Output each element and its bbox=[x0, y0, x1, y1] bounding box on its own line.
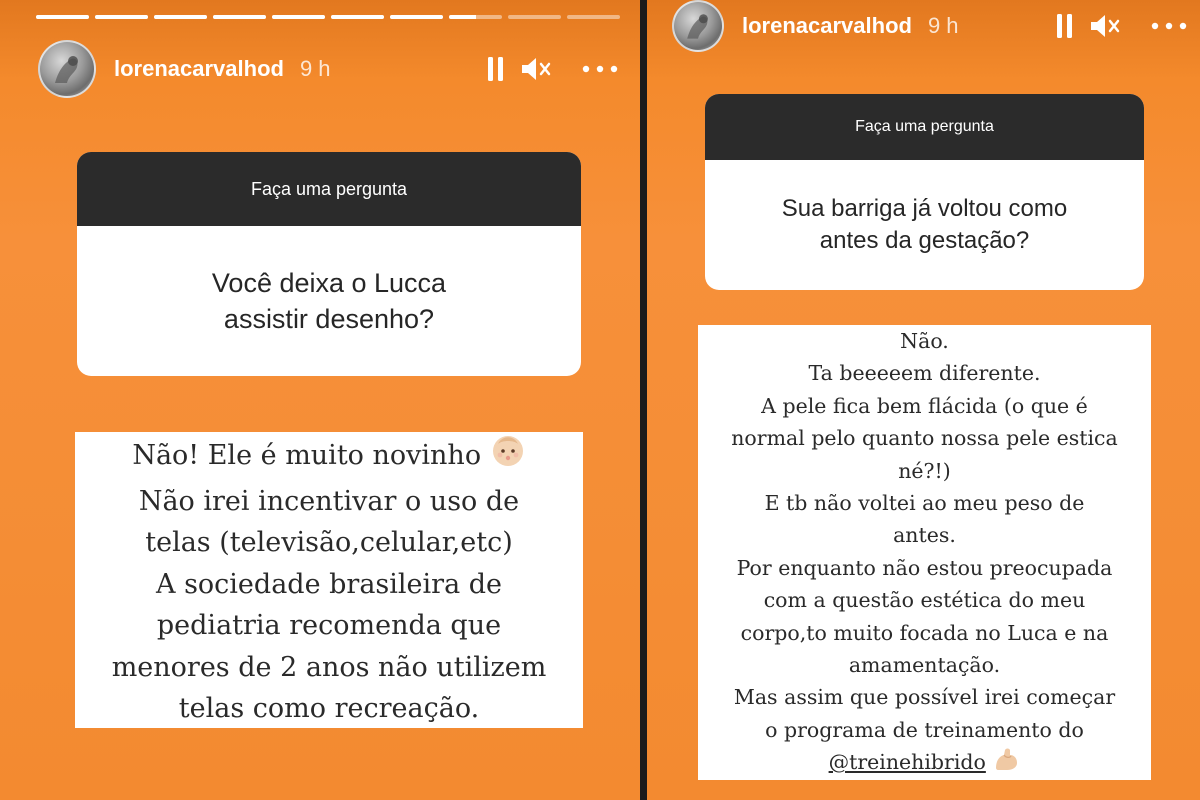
answer-text-box bbox=[75, 432, 583, 728]
progress-segment bbox=[213, 15, 266, 19]
answer-line: E tb não voltei ao meu peso de bbox=[764, 491, 1085, 516]
more-options-icon[interactable] bbox=[1151, 22, 1187, 30]
progress-segment bbox=[449, 15, 502, 19]
story-progress-bar bbox=[36, 15, 620, 19]
progress-segment bbox=[331, 15, 384, 19]
avatar[interactable] bbox=[672, 0, 724, 52]
answer-line: normal pelo quanto nossa pele estica bbox=[731, 426, 1118, 451]
question-sticker-header: Faça uma pergunta bbox=[77, 152, 581, 226]
progress-segment bbox=[272, 15, 325, 19]
question-sticker-header: Faça uma pergunta bbox=[705, 94, 1144, 160]
question-text bbox=[77, 226, 581, 376]
avatar[interactable] bbox=[38, 40, 96, 98]
progress-segment-fill bbox=[390, 15, 443, 19]
pause-icon[interactable] bbox=[1055, 12, 1075, 40]
profile-photo-icon bbox=[680, 8, 716, 44]
progress-segment-fill bbox=[154, 15, 207, 19]
story-header bbox=[672, 0, 1187, 52]
answer-line: corpo,to muito focada no Luca e na bbox=[740, 620, 1109, 645]
progress-segment bbox=[567, 15, 620, 19]
answer-line: Não irei incentivar o uso de bbox=[138, 485, 520, 517]
mention-link[interactable]: @treinehibrido bbox=[828, 750, 986, 775]
mute-icon[interactable] bbox=[1089, 12, 1121, 40]
post-time: 9 h bbox=[927, 13, 959, 38]
progress-segment bbox=[36, 15, 89, 19]
progress-segment bbox=[508, 15, 561, 19]
answer-line: Ta beeeeem diferente. bbox=[808, 361, 1041, 386]
story-controls bbox=[1055, 12, 1187, 40]
answer-text-box bbox=[698, 325, 1151, 780]
progress-segment-fill bbox=[213, 15, 266, 19]
progress-segment-fill bbox=[95, 15, 148, 19]
panel-divider bbox=[640, 0, 647, 800]
progress-segment-fill bbox=[36, 15, 89, 19]
question-line: assistir desenho? bbox=[223, 304, 435, 334]
answer-line: Não. bbox=[900, 329, 949, 353]
answer-line: com a questão estética do meu bbox=[763, 588, 1086, 613]
answer-line: Por enquanto não estou preocupada bbox=[736, 555, 1113, 580]
answer-line: menores de 2 anos não utilizem bbox=[111, 651, 547, 683]
baby-emoji-icon bbox=[490, 432, 526, 481]
answer-line: amamentação. bbox=[848, 653, 1001, 678]
answer-line bbox=[698, 746, 1151, 781]
profile-photo-icon bbox=[47, 49, 87, 89]
pause-icon[interactable] bbox=[486, 55, 506, 83]
progress-segment bbox=[95, 15, 148, 19]
more-options-icon[interactable] bbox=[582, 65, 618, 73]
post-time: 9 h bbox=[299, 56, 331, 81]
answer-line: né?!) bbox=[898, 458, 951, 483]
progress-segment-fill bbox=[272, 15, 325, 19]
question-text bbox=[705, 160, 1144, 290]
question-line: antes da gestação? bbox=[819, 227, 1030, 254]
story-controls bbox=[486, 55, 618, 83]
question-line: Você deixa o Lucca bbox=[211, 268, 447, 298]
flexed-biceps-icon bbox=[992, 746, 1020, 781]
progress-segment-fill bbox=[449, 15, 476, 19]
progress-segment bbox=[154, 15, 207, 19]
answer-line: antes. bbox=[893, 523, 956, 548]
answer-line bbox=[75, 432, 583, 481]
question-sticker[interactable] bbox=[705, 94, 1144, 290]
question-line: Sua barriga já voltou como bbox=[781, 195, 1068, 222]
progress-segment-fill bbox=[331, 15, 384, 19]
username[interactable]: lorenacarvalhod bbox=[742, 13, 912, 38]
question-sticker[interactable] bbox=[77, 152, 581, 376]
answer-line: A pele fica bem flácida (o que é bbox=[761, 393, 1088, 418]
answer-line-text: Não! Ele é muito novinho bbox=[132, 439, 482, 471]
answer-line: o programa de treinamento do bbox=[765, 717, 1084, 742]
username[interactable]: lorenacarvalhod bbox=[114, 56, 284, 81]
story-header bbox=[38, 40, 618, 98]
answer-line: A sociedade brasileira de bbox=[155, 568, 503, 600]
story-panel-right bbox=[647, 0, 1200, 800]
answer-line: telas (televisão,celular,etc) bbox=[145, 527, 513, 558]
answer-line: pediatria recomenda que bbox=[156, 610, 502, 641]
answer-line: Mas assim que possível irei começar bbox=[733, 685, 1116, 710]
mute-icon[interactable] bbox=[520, 55, 552, 83]
progress-segment bbox=[390, 15, 443, 19]
answer-line: telas como recreação. bbox=[178, 693, 480, 724]
